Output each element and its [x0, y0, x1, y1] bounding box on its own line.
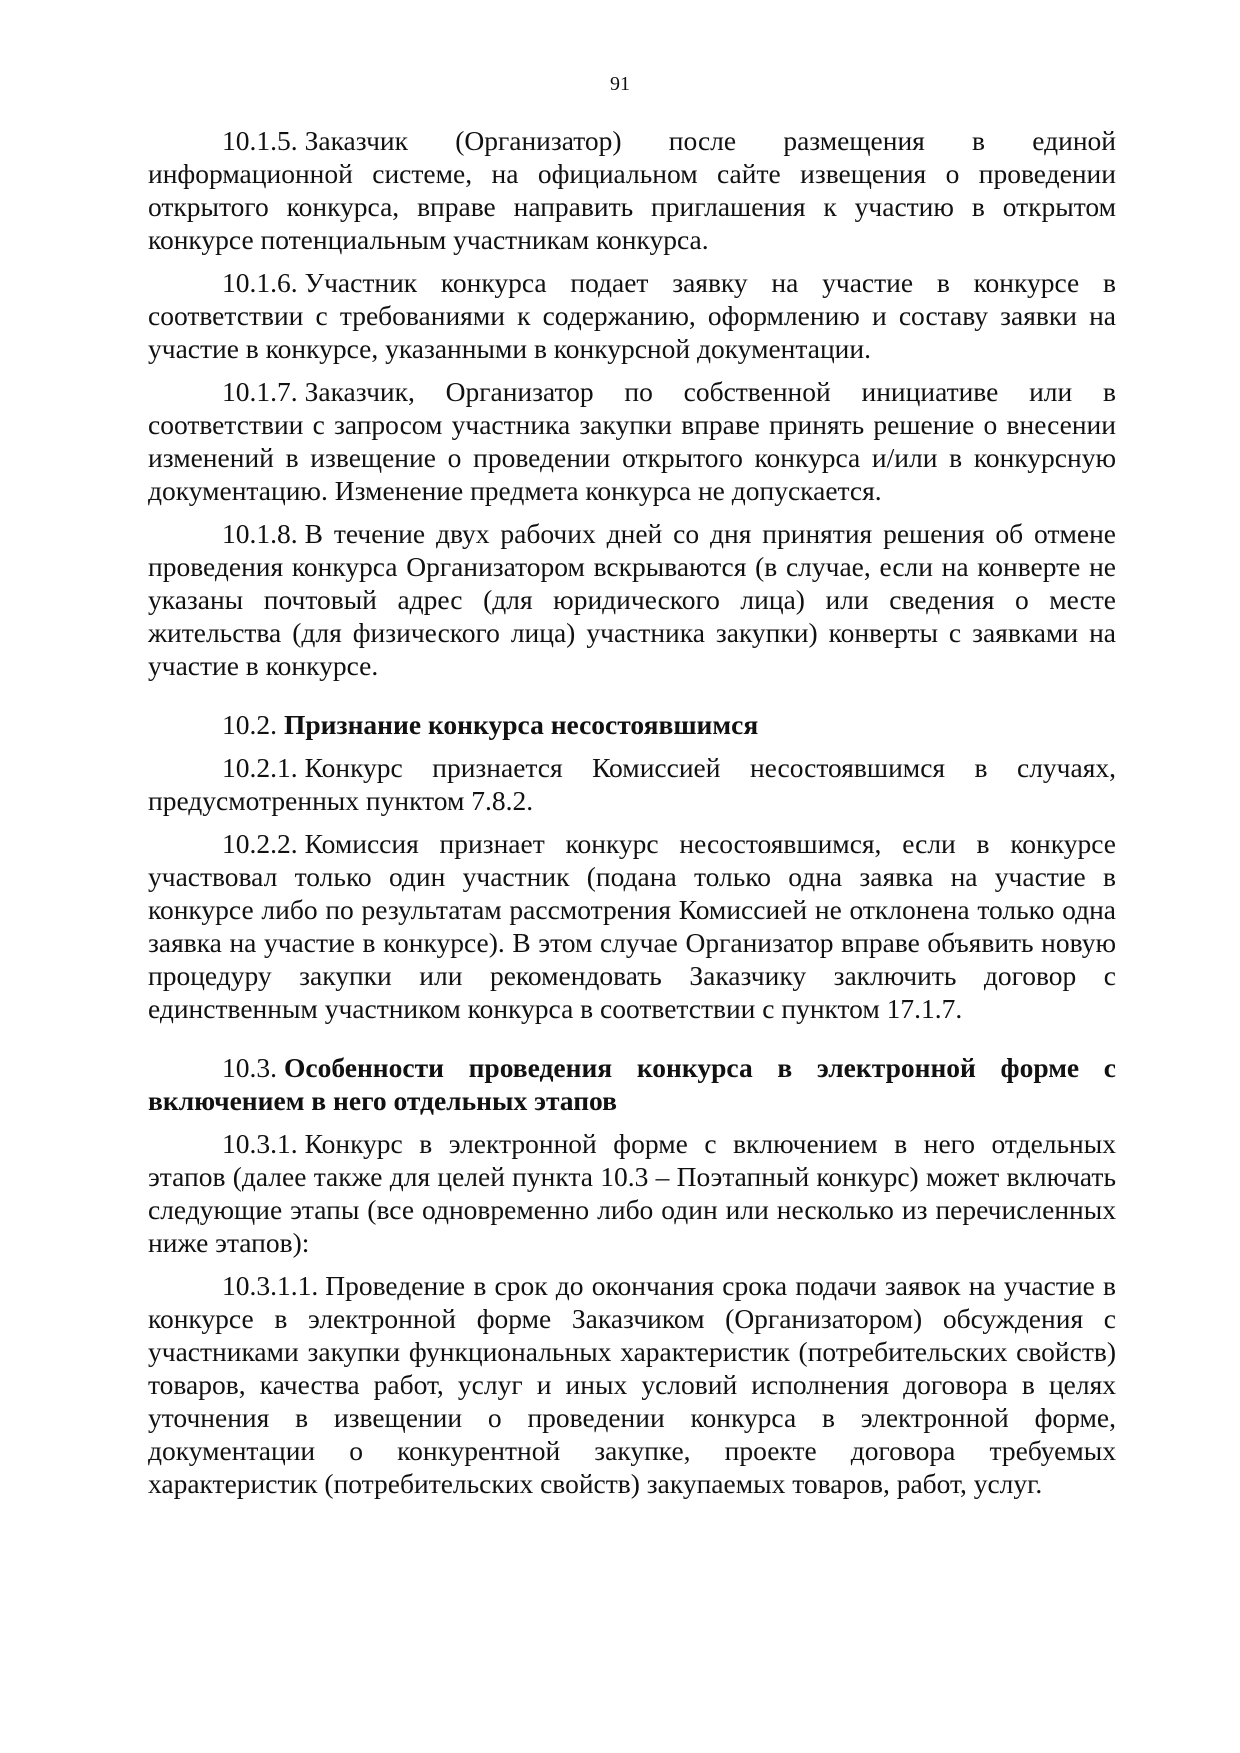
clause-number: 10.2.2. [222, 828, 298, 859]
clause-text: В течение двух рабочих дней со дня принятия решения об отмене проведения конкурса Организатором вскрываются (в случае, если на конверте не указаны почтовый адрес (для юридического лица) или сведения о месте жительства (для физического лица) участника закупки) конверты с заявками на участие в конкурсе. [148, 518, 1116, 681]
clause-10-1-7 [148, 375, 1116, 507]
clause-text: Комиссия признает конкурс несостоявшимся, если в конкурсе участвовал только один участник (подана только одна заявка на участие в конкурсе либо по результатам рассмотрения Комиссией не отклонена только одна заявка на участие в конкурсе). В этом случае Организатор вправе объявить новую процедуру закупки или рекомендовать Заказчику заключить договор с единственным участником конкурса в соответствии с пунктом 17.1.7. [148, 828, 1116, 1024]
section-heading-10-3 [148, 1051, 1116, 1117]
clause-10-2-1 [148, 751, 1116, 817]
section-number: 10.3. [222, 1052, 277, 1083]
document-body [148, 124, 1116, 1510]
clause-10-1-8 [148, 517, 1116, 682]
clause-text: Заказчик, Организатор по собственной инициативе или в соответствии с запросом участника закупки вправе принять решение о внесении изменений в извещение о проведении открытого конкурса и/или в конкурсную документацию. Изменение предмета конкурса не допускается. [148, 376, 1116, 506]
section-title: Особенности проведения конкурса в электронной форме с включением в него отдельных этапов [148, 1052, 1116, 1116]
section-title: Признание конкурса несостоявшимся [284, 709, 759, 740]
clause-number: 10.1.5. [222, 125, 298, 156]
clause-10-2-2 [148, 827, 1116, 1025]
clause-number: 10.3.1. [222, 1128, 298, 1159]
clause-text: Конкурс признается Комиссией несостоявшимся в случаях, предусмотренных пунктом 7.8.2. [148, 752, 1116, 816]
page-number: 91 [610, 73, 630, 95]
clause-10-1-6 [148, 266, 1116, 365]
clause-number: 10.3.1.1. [222, 1270, 319, 1301]
clause-number: 10.1.7. [222, 376, 298, 407]
clause-text: Участник конкурса подает заявку на участие в конкурсе в соответствии с требованиями к содержанию, оформлению и составу заявки на участие в конкурсе, указанными в конкурсной документации. [148, 267, 1116, 364]
section-heading-10-2 [148, 708, 1116, 741]
clause-text: Заказчик (Организатор) после размещения в единой информационной системе, на официальном сайте извещения о проведении открытого конкурса, вправе направить приглашения к участию в открытом конкурсе потенциальным участникам конкурса. [148, 125, 1116, 255]
clause-10-3-1 [148, 1127, 1116, 1259]
clause-10-1-5 [148, 124, 1116, 256]
clause-text: Проведение в срок до окончания срока подачи заявок на участие в конкурсе в электронной форме Заказчиком (Организатором) обсуждения с участниками закупки функциональных характеристик (потребительских свойств) товаров, качества работ, услуг и иных условий исполнения договора в целях уточнения в извещении о проведении конкурса в электронной форме, документации о конкурентной закупке, проекте договора требуемых характеристик (потребительских свойств) закупаемых товаров, работ, услуг. [148, 1270, 1116, 1499]
clause-text: Конкурс в электронной форме с включением в него отдельных этапов (далее также для целей пункта 10.3 – Поэтапный конкурс) может включать следующие этапы (все одновременно либо один или несколько из перечисленных ниже этапов): [148, 1128, 1116, 1258]
section-number: 10.2. [222, 709, 277, 740]
clause-number: 10.1.8. [222, 518, 298, 549]
clause-number: 10.2.1. [222, 752, 298, 783]
clause-10-3-1-1 [148, 1269, 1116, 1500]
clause-number: 10.1.6. [222, 267, 298, 298]
